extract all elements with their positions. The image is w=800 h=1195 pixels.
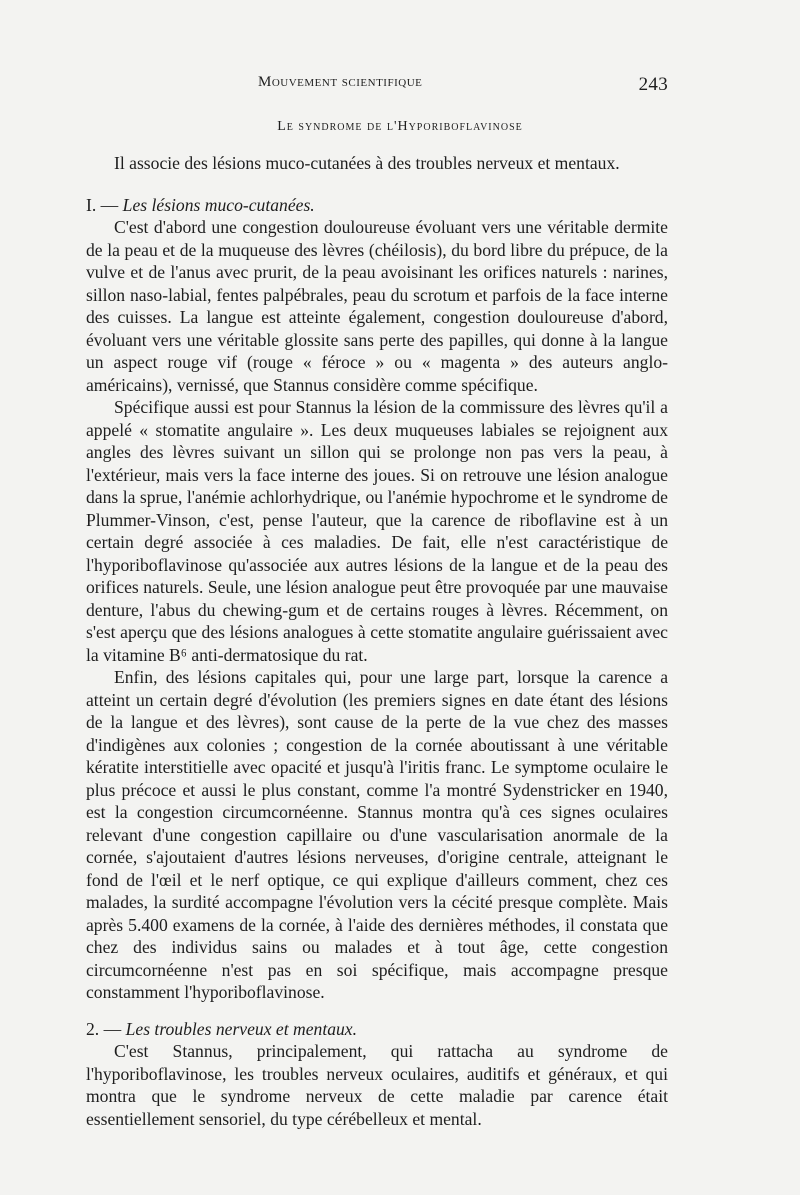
paragraph-4: C'est Stannus, principalement, qui rattacha au syndrome de l'hyporiboflavinose, les troubles nerveux oculaires, auditifs et généraux, et qui montra que le syndrome nerveux de cette maladie par carence était essentiellement sensoriel, du type cérébelleux et mental. (86, 1041, 668, 1129)
heading-2-title: Les troubles nerveux et mentaux. (125, 1018, 358, 1039)
spacer (86, 175, 668, 194)
heading-1 (86, 194, 668, 217)
running-head: Mouvement scientifique (258, 74, 423, 90)
heading-1-number: I. — (86, 194, 119, 215)
page-number: 243 (638, 74, 668, 95)
heading-2-number: 2. — (86, 1018, 122, 1039)
paragraph-3: Enfin, des lésions capitales qui, pour une large part, lorsque la carence a atteint un certain degré d'évolution (les premiers signes en date étant des lésions de la langue et des lèvres), sont cause de la perte de la vue chez des masses d'indigènes aux colonies ; congestion de la cornée aboutissant à une véritable kératite interstitielle avec opacité et jusqu'à l'iritis franc. Le symptome oculaire le plus précoce et aussi le plus constant, comme l'a montré Sydenstricker en 1940, est la congestion circumcornéenne. Stannus montra qu'à ces signes oculaires relevant d'une congestion capillaire ou d'une vascularisation anormale de la cornée, s'ajoutaient d'autres lésions nerveuses, d'origine centrale, atteignant le fond de l'œil et le nerf optique, ce qui explique d'ailleurs comment, chez ces malades, la surdité accompagne l'évolution vers la cécité presque complète. Mais après 5.400 examens de la cornée, à l'aide des dernières méthodes, il constata que chez des individus sains ou malades et à tout âge, cette congestion circumcornéenne n'est pas en soi spécifique, mais accompagne presque constamment l'hyporiboflavinose. (86, 667, 668, 1002)
spacer (86, 1004, 668, 1018)
body-text (86, 152, 668, 1130)
section-title: Le syndrome de l'Hyporiboflavinose (277, 119, 523, 134)
paragraph-1: C'est d'abord une congestion douloureuse évoluant vers une véritable dermite de la peau et de la muqueuse des lèvres (chéilosis), du bord libre du prépuce, de la vulve et de l'anus avec prurit, de la peau avoisinant les orifices naturels : narines, sillon naso-labial, fentes palpébrales, peau du scrotum et parfois de la face interne des cuisses. La langue est atteinte également, congestion douloureuse d'abord, évoluant vers une véritable glossite sans perte des papilles, qui donne à la langue un aspect rouge vif (rouge « féroce » ou « magenta » des auteurs anglo-américains), vernissé, que Stannus considère comme spécifique. (86, 217, 668, 395)
heading-2 (86, 1018, 668, 1041)
paragraph-2: Spécifique aussi est pour Stannus la lésion de la commissure des lèvres qu'il a appelé « stomatite angulaire ». Les deux muqueuses labiales se rejoignent aux angles des lèvres suivant un sillon qui se prolonge non pas vers la peau, à l'extérieur, mais vers la face interne des joues. Si on retrouve une lésion analogue dans la sprue, l'anémie achlorhydrique, ou l'anémie hypochrome et le syndrome de Plummer-Vinson, c'est, pense l'auteur, que la carence de riboflavine est à un certain degré associée à ces maladies. De fait, elle n'est caractéristique de l'hyporiboflavinose qu'associée aux autres lésions de la langue et de la peau des orifices naturels. Seule, une lésion analogue peut être provoquée par une mauvaise denture, l'abus du chewing-gum et de certains rouges à lèvres. Récemment, on s'est aperçu que des lésions analogues à cette stomatite angulaire guérissaient avec la vitamine B⁶ anti-dermatosique du rat. (86, 397, 668, 665)
heading-1-title: Les lésions muco-cutanées. (122, 194, 315, 215)
intro-paragraph: Il associe des lésions muco-cutanées à des troubles nerveux et mentaux. (114, 153, 620, 173)
